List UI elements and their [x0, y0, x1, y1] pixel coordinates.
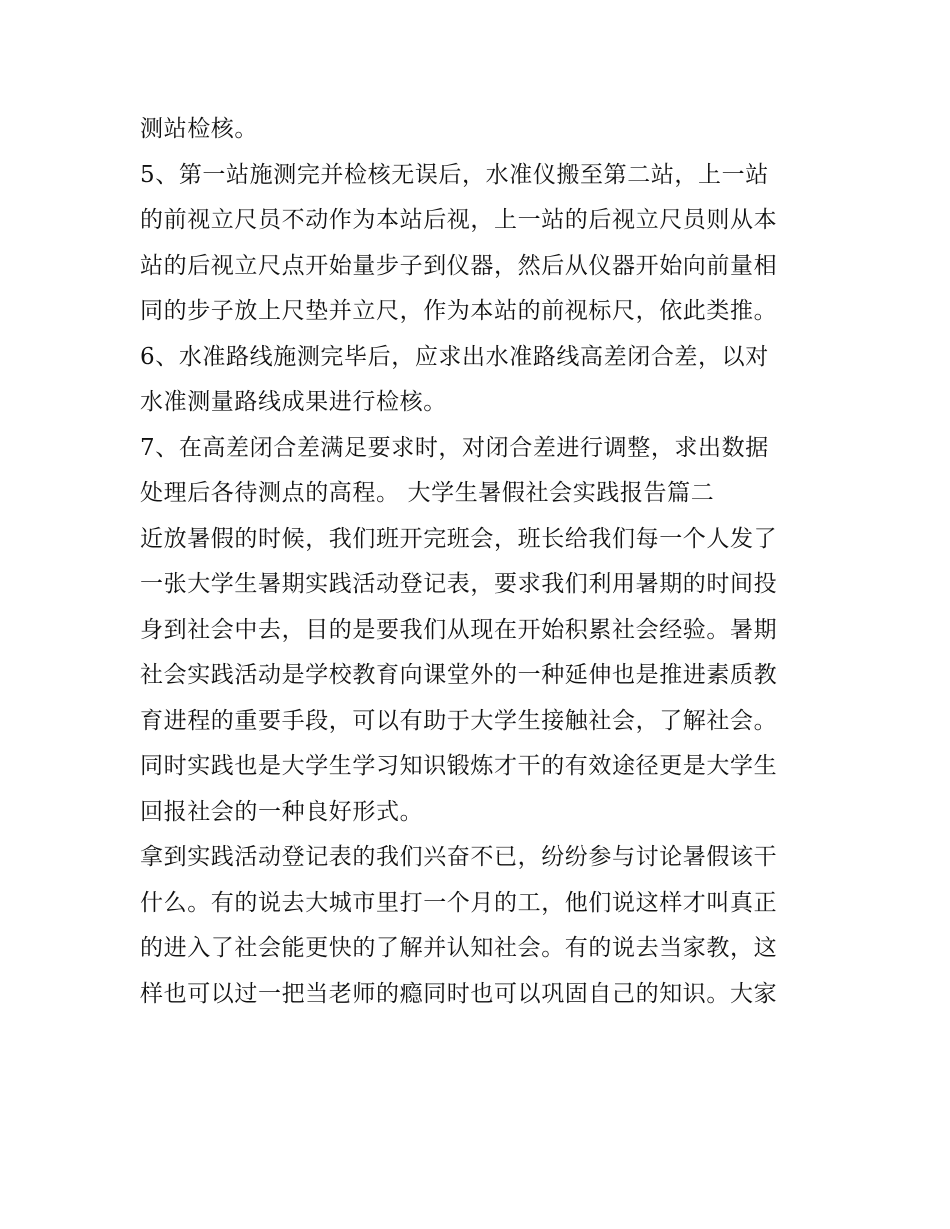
- text-line: 样也可以过一把当老师的瘾同时也可以巩固自己的知识。大家: [140, 980, 778, 1007]
- text-line: 站的后视立尺点开始量步子到仪器，然后从仪器开始向前量相: [140, 252, 778, 279]
- text-line: 7、在高差闭合差满足要求时，对闭合差进行调整，求出数据: [140, 434, 769, 461]
- text-line: 回报社会的一种良好形式。: [140, 798, 424, 825]
- text-line: 社会实践活动是学校教育向课堂外的一种延伸也是推进素质教: [140, 662, 778, 688]
- text-line: 6、水准路线施测完毕后，应求出水准路线高差闭合差，以对: [140, 343, 769, 370]
- document-body: [140, 107, 820, 1017]
- text-line: 什么。有的说去大城市里打一个月的工，他们说这样才叫真正: [140, 889, 778, 916]
- text-line: 5、第一站施测完并检核无误后，水准仪搬至第二站，上一站: [140, 161, 769, 188]
- text-line: 育进程的重要手段，可以有助于大学生接触社会，了解社会。: [140, 707, 778, 734]
- text-line: 一张大学生暑期实践活动登记表，要求我们利用暑期的时间投: [140, 571, 778, 597]
- text-line: 水准测量路线成果进行检核。: [140, 389, 447, 415]
- text-line: 同的步子放上尺垫并立尺，作为本站的前视标尺，依此类推。: [140, 298, 778, 324]
- text-line: 身到社会中去，目的是要我们从现在开始积累社会经验。暑期: [140, 616, 778, 643]
- text-line: 的进入了社会能更快的了解并认知社会。有的说去当家教，这: [140, 935, 778, 961]
- text-line: 近放暑假的时候，我们班开完班会，班长给我们每一个人发了: [140, 525, 778, 552]
- text-line: 测站检核。: [140, 116, 258, 142]
- text-line: 处理后各待测点的高程。 大学生暑假社会实践报告篇二: [140, 480, 715, 506]
- text-line: 同时实践也是大学生学习知识锻炼才干的有效途径更是大学生: [140, 753, 778, 779]
- text-line: 的前视立尺员不动作为本站后视，上一站的后视立尺员则从本: [140, 207, 778, 233]
- text-line: 拿到实践活动登记表的我们兴奋不已，纷纷参与讨论暑假该干: [140, 844, 778, 870]
